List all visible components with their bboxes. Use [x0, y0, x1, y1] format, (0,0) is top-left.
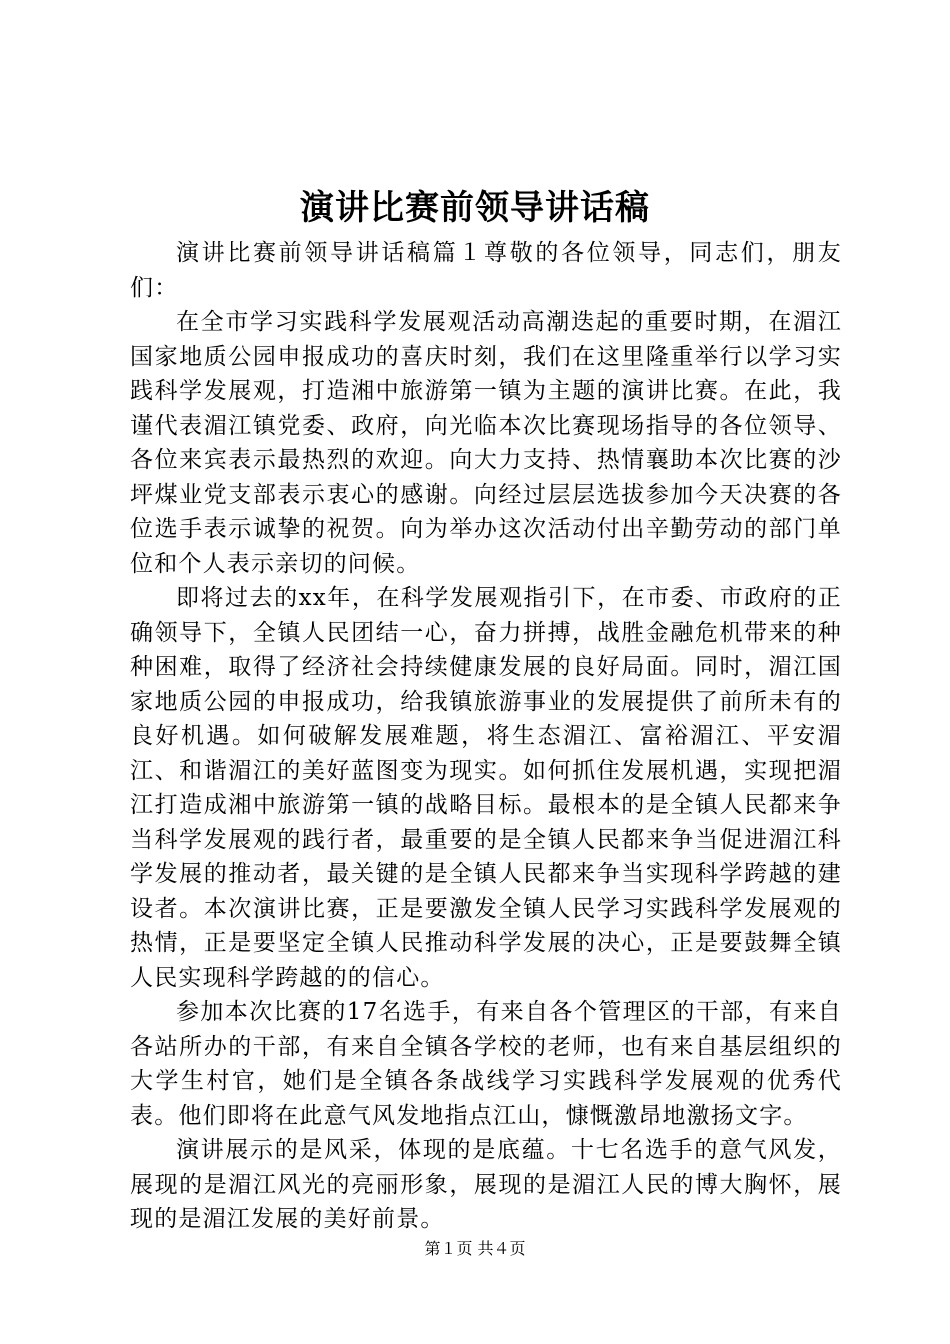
page-footer: 第１页 共４页	[424, 1239, 526, 1258]
document-body	[130, 236, 842, 1237]
paragraph-3: 即将过去的xx年，在科学发展观指引下，在市委、市政府的正确领导下，全镇人民团结一心，奋力拼搏，战胜金融危机带来的种种困难，取得了经济社会持续健康发展的良好局面。同时，湄江国家地质公园的申报成功，给我镇旅游事业的发展提供了前所未有的良好机遇。如何破解发展难题，将生态湄江、富裕湄江、平安湄江、和谐湄江的美好蓝图变为现实。如何抓住发展机遇，实现把湄江打造成湘中旅游第一镇的战略目标。最根本的是全镇人民都来争当科学发展观的践行者，最重要的是全镇人民都来争当促进湄江科学发展的推动者，最关键的是全镇人民都来争当实现科学跨越的建设者。本次演讲比赛，正是要激发全镇人民学习实践科学发展观的热情，正是要坚定全镇人民推动科学发展的决心，正是要鼓舞全镇人民实现科学跨越的的信心。	[130, 585, 842, 991]
paragraph-1: 演讲比赛前领导讲话稿篇１尊敬的各位领导，同志们，朋友们：	[130, 240, 842, 301]
paragraph-4: 参加本次比赛的17名选手，有来自各个管理区的干部，有来自各站所办的干部，有来自全镇各学校的老师，也有来自基层组织的大学生村官，她们是全镇各条战线学习实践科学发展观的优秀代表。他们即将在此意气风发地指点江山，慷慨激昂地激扬文字。	[130, 999, 842, 1129]
paragraph-2: 在全市学习实践科学发展观活动高潮迭起的重要时期，在湄江国家地质公园申报成功的喜庆时刻，我们在这里隆重举行以学习实践科学发展观，打造湘中旅游第一镇为主题的演讲比赛。在此，我谨代表湄江镇党委、政府，向光临本次比赛现场指导的各位领导、各位来宾表示最热烈的欢迎。向大力支持、热情襄助本次比赛的沙坪煤业党支部表示衷心的感谢。向经过层层选拔参加今天决赛的各位选手表示诚挚的祝贺。向为举办这次活动付出辛勤劳动的部门单位和个人表示亲切的问候。	[130, 309, 842, 577]
paragraph-5: 演讲展示的是风采，体现的是底蕴。十七名选手的意气风发，展现的是湄江风光的亮丽形象，展现的是湄江人民的博大胸怀，展现的是湄江发展的美好前景。	[130, 1137, 842, 1232]
document-title: 演讲比赛前领导讲话稿	[300, 188, 650, 228]
